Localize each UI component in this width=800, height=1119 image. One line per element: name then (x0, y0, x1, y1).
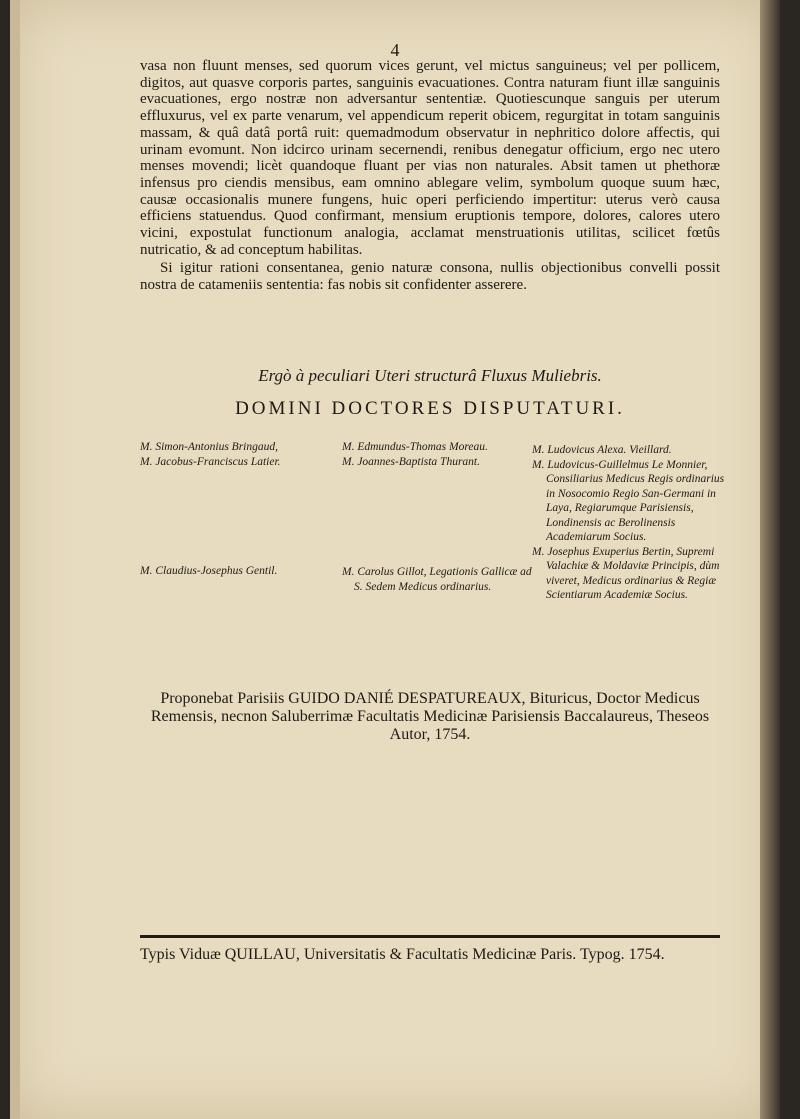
book-spine (760, 0, 780, 1119)
doctor-entry: M. Jacobus-Franciscus Latier. (140, 455, 281, 468)
thesis-conclusion: Ergò à peculiari Uteri structurâ Fluxus Muliebris. (258, 366, 602, 385)
doctor-entry: M. Simon-Antonius Bringaud, (140, 441, 278, 453)
doctor-entry: M. Carolus Gillot, Legationis Gallicæ ad S. Sedem Medicus ordinarius. (342, 566, 532, 593)
doctor-entry: M. Edmundus-Thomas Moreau. (342, 441, 488, 453)
doctors-column-2 (342, 440, 532, 593)
doctor-entry: M. Josephus Exuperius Bertin, Supremi Valachiæ & Moldaviæ Principis, dùm viveret, Medicus ordinarius & Regiæ Scientiarum Academiæ Socius. (532, 545, 720, 601)
doctor-entry: M. Joannes-Baptista Thurant. (342, 455, 480, 468)
proponent-statement: Proponebat Parisiis GUIDO DANIÉ DESPATUREAUX, Bituricus, Doctor Medicus Remensis, necnon Saluberrimæ Facultatis Medicinæ Parisiensis Baccalaureus, Theseos Autor, 1754. (150, 690, 710, 743)
doctors-column-1 (140, 440, 340, 577)
paragraph: Si igitur rationi consentanea, genio naturæ consona, nullis objectionibus convelli possit nostra de catameniis sententia: fas nobis sit confidenter asserere. (140, 260, 720, 294)
printer-imprint: Typis Viduæ QUILLAU, Universitatis & Facultatis Medicinæ Paris. Typog. 1754. (140, 946, 665, 963)
page-number: 4 (390, 40, 400, 60)
body-text (140, 58, 720, 294)
document-page (10, 0, 780, 1119)
doctor-entry: M. Ludovicus Alexa. Vieillard. (532, 444, 672, 456)
page-edge (10, 0, 20, 1119)
doctor-entry: M. Claudius-Josephus Gentil. (140, 565, 278, 577)
horizontal-rule (140, 935, 720, 938)
doctors-heading: DOMINI DOCTORES DISPUTATURI. (235, 398, 625, 419)
paragraph: vasa non fluunt menses, sed quorum vices gerunt, vel mictus sanguineus; vel per pollicem, digitos, aut quasve corporis partes, sanguinis evacuationes. Contra naturam fiunt illæ sanguinis evacuationes, ergo nostræ non adversantur sententiæ. Quotiescunque sanguis per uterum effluxurus, vel ex parte venarum, vel appendicum reperit obicem, regurgitat in totam sanguinis massam, & quâ datâ portâ ruit: quemadmodum observatur in nephritico dolore affectis, qui urinam evomunt. Non idcirco urinam secernendi, renibus denegatur officium, ergo nec utero menses movendi; licèt quandoque fluant per vias non naturales. Absit tamen ut phethoræ infensus pro ciendis mensibus, eam omnino ablegare velim, symbolum quoque suum hæc, causæ occasionalis munere fungens, huic operi perficiendo impertitur: uterus verò causa efficiens statuendus. Quod confirmant, mensium eruptionis tempore, dolores, calores utero vicini, expostulat functionum analogia, acclamat menstruationis utilitas, scilicet fœtûs nutricatio, & ad conceptum habilitas. (140, 58, 720, 258)
doctor-entry: M. Ludovicus-Guillelmus Le Monnier, Consiliarius Medicus Regis ordinarius in Nosocomio Regio San-Germani in Laya, Regiarumque Parisiensis, Londinensis ac Berolinensis Academiarum Socius. (532, 458, 725, 543)
doctors-column-3 (532, 443, 727, 603)
